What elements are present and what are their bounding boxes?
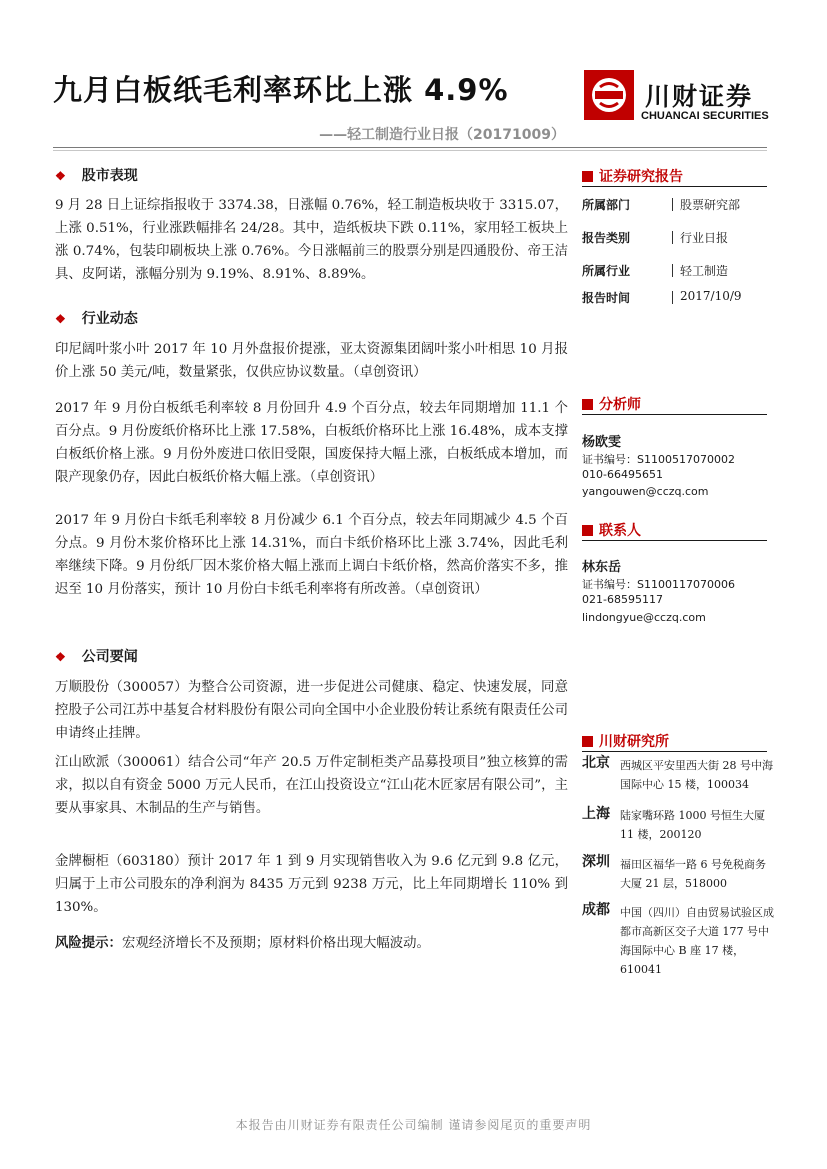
square-bullet-icon	[582, 171, 593, 182]
square-bullet-icon	[582, 736, 593, 747]
section-company-title: 公司要闻	[81, 649, 138, 665]
section-market-title: 股市表现	[81, 168, 138, 184]
header-divider	[53, 147, 767, 148]
info-label: 报告时间	[582, 291, 631, 305]
analyst-heading	[582, 394, 641, 414]
market-paragraph: 9 月 28 日上证综指报收于 3374.38，日涨幅 0.76%，轻工制造板块收于 3315.07，上涨 0.51%，行业涨跌幅排名 24/28。其中，造纸板块下跌 0.11%，家用轻工板块上涨 0.74%，包装印刷板块上涨 0.76%。今日涨幅前三的股票分别是四通股份、帝王洁具、皮阿诺，涨幅分别为 9.19%、8.91%、8.89%。	[55, 198, 568, 282]
analyst-phone: 010-66495651	[582, 468, 663, 481]
square-bullet-icon	[582, 525, 593, 536]
contact-email[interactable]: lindongyue@cczq.com	[582, 611, 706, 624]
contact-divider	[582, 540, 767, 541]
info-row-department	[582, 196, 772, 216]
risk-label: 风险提示：	[55, 935, 122, 951]
institute-heading	[582, 731, 669, 751]
contact-name: 林东岳	[582, 560, 622, 575]
office-city: 上海	[582, 806, 610, 822]
office-address: 陆家嘴环路 1000 号恒生大厦 11 楼，200120	[620, 809, 765, 841]
company-paragraph-1: 万顺股份（300057）为整合公司资源，进一步促进公司健康、稳定、快速发展，同意控股子公司江苏中基复合材料股份有限公司向全国中小企业股份转让系统有限责任公司申请终止挂牌。	[55, 680, 568, 741]
industry-paragraph-2: 2017 年 9 月份白板纸毛利率较 8 月份回升 4.9 个百分点，较去年同期增加 11.1 个百分点。9 月份废纸价格环比上涨 17.58%，白板纸价格环比上涨 16.48%，成本支撑白板纸价格上涨。9 月份外废进口依旧受限，国废保持大幅上涨，白板纸成本增加，而限产现象仍存，因此白板纸价格大幅上涨。（卓创资讯）	[55, 401, 568, 485]
info-label: 所属部门	[582, 198, 631, 212]
industry-paragraph-3: 2017 年 9 月份白卡纸毛利率较 8 月份减少 6.1 个百分点，较去年同期减少 4.5 个百分点。9 月份木浆价格环比上涨 14.31%，而白卡纸价格环比上涨 3.74%，因此毛利率继续下降。9 月份纸厂因木浆价格大幅上涨而上调白卡纸价格，然高价落实不多，推迟至 10 月份落实，预计 10 月份白卡纸毛利率将有所改善。（卓创资讯）	[55, 513, 568, 597]
office-address: 福田区福华一路 6 号免税商务大厦 21 层，518000	[620, 858, 766, 890]
risk-warning	[55, 932, 430, 951]
office-city: 深圳	[582, 854, 610, 870]
diamond-bullet-icon: ❖	[55, 650, 66, 664]
analyst-title: 分析师	[599, 397, 641, 413]
logo-cn-text: 川财证券	[645, 82, 754, 111]
info-label: 报告类别	[582, 231, 631, 245]
office-address: 中国（四川）自由贸易试验区成都市高新区交子大道 177 号中海国际中心 B 座 17 楼，610041	[620, 906, 774, 976]
analyst-cert: 证书编号：S1100517070002	[582, 453, 735, 466]
info-row-category	[582, 229, 772, 249]
diamond-bullet-icon: ❖	[55, 169, 66, 183]
section-market-heading	[55, 165, 138, 185]
company-paragraph-3: 金牌橱柜（603180）预计 2017 年 1 到 9 月实现销售收入为 9.6 亿元到 9.8 亿元，归属于上市公司股东的净利润为 8435 万元到 9238 万元，比上年同期增长 110% 到 130%。	[55, 854, 568, 915]
company-paragraph-2: 江山欧派（300061）结合公司“年产 20.5 万件定制柜类产品募投项目”独立核算的需求，拟以自有资金 5000 万元人民币，在江山投资设立“江山花木匠家居有限公司”，主要从事家具、木制品的生产与销售。	[55, 755, 568, 816]
section-company-heading	[55, 646, 138, 666]
section-industry-title: 行业动态	[81, 311, 138, 327]
contact-title: 联系人	[599, 523, 641, 539]
logo-en-text: CHUANCAI SECURITIES	[641, 110, 769, 122]
info-label: 所属行业	[582, 264, 631, 278]
analyst-email[interactable]: yangouwen@cczq.com	[582, 485, 709, 498]
square-bullet-icon	[582, 399, 593, 410]
office-city: 成都	[582, 902, 610, 918]
company-logo-icon	[584, 70, 634, 120]
office-city: 北京	[582, 755, 610, 771]
institute-title: 川财研究所	[599, 734, 669, 750]
info-row-date	[582, 289, 772, 309]
info-value: 轻工制造	[680, 264, 729, 278]
info-row-industry	[582, 262, 772, 282]
report-info-heading	[582, 166, 683, 186]
info-value: 股票研究部	[680, 198, 741, 212]
info-value: 2017/10/9	[680, 289, 742, 303]
report-subtitle: ——轻工制造行业日报（20171009）	[319, 127, 565, 143]
diamond-bullet-icon: ❖	[55, 312, 66, 326]
report-info-title: 证券研究报告	[599, 169, 683, 185]
contact-heading	[582, 520, 641, 540]
report-title: 九月白板纸毛利率环比上涨 4.9%	[53, 73, 509, 107]
contact-phone: 021-68595117	[582, 593, 663, 606]
industry-paragraph-1: 印尼阔叶浆小叶 2017 年 10 月外盘报价提涨，亚太资源集团阔叶浆小叶相思 10 月报价上涨 50 美元/吨，数量紧张，仅供应协议数量。（卓创资讯）	[55, 342, 568, 380]
contact-cert: 证书编号：S1100117070006	[582, 578, 735, 591]
page-footer: 本报告由川财证券有限责任公司编制 谨请参阅尾页的重要声明	[235, 1118, 592, 1132]
info-value: 行业日报	[680, 231, 729, 245]
header-divider-thin	[53, 150, 767, 151]
risk-text: 宏观经济增长不及预期；原材料价格出现大幅波动。	[121, 936, 430, 951]
report-info-divider	[582, 186, 767, 187]
analyst-divider	[582, 414, 767, 415]
section-industry-heading	[55, 308, 138, 328]
analyst-name: 杨欧雯	[582, 435, 622, 450]
office-address: 西城区平安里西大街 28 号中海国际中心 15 楼，100034	[620, 759, 773, 791]
